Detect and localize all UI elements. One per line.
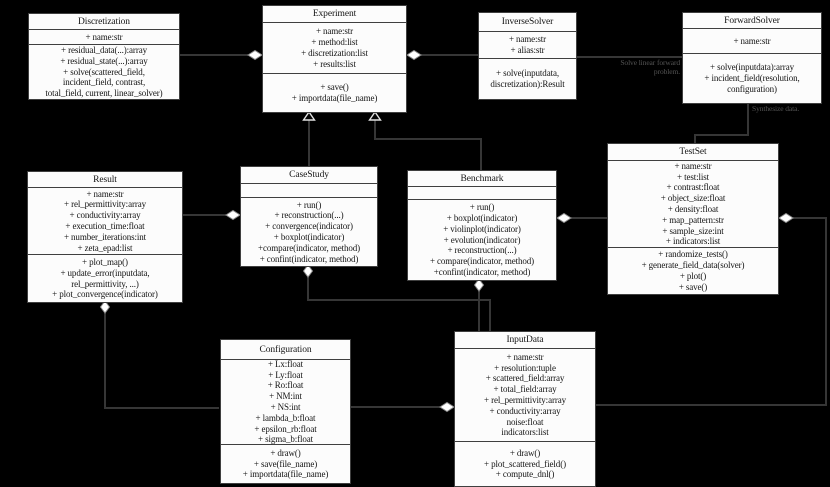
member-line: + compute_dnl() (495, 469, 555, 480)
class-box-configuration (220, 339, 351, 484)
member-line: + zeta_epad:list (77, 242, 133, 253)
member-line: + name:str (315, 26, 354, 37)
member-line: + alias:str (510, 45, 545, 55)
member-line: + run() (469, 202, 495, 213)
edge-forwardsolver-testset (695, 102, 748, 143)
member-line: + plot_convergence(indicator) (52, 289, 158, 300)
methods-compartment (608, 247, 778, 294)
member-line: + generate_field_data(solver) (641, 260, 745, 271)
aggregation-diamond-icon (407, 51, 421, 60)
member-line: configuration) (727, 83, 777, 94)
member-line: + reconstruction(...) (447, 245, 517, 256)
class-title: Result (93, 174, 117, 185)
edge-result-configuration (101, 301, 220, 408)
member-line: + draw() (509, 447, 541, 458)
class-box-testset (607, 143, 779, 295)
member-line: + evolution(indicator) (443, 234, 521, 245)
member-line: + compare(indicator, method) (429, 256, 535, 267)
aggregation-diamond-icon (779, 214, 793, 223)
class-title: Benchmark (460, 173, 504, 184)
member-line: + resolution:tuple (494, 362, 556, 373)
class-box-inputdata (454, 331, 596, 487)
attributes-compartment (29, 29, 179, 44)
member-line: + solve(inputdata, (496, 68, 559, 79)
member-line: + name:str (506, 351, 544, 362)
edge-experiment-inversesolver (407, 51, 478, 60)
member-line: + confint(indicator, method) (259, 253, 359, 264)
methods-compartment (455, 441, 595, 486)
class-title: Experiment (312, 9, 357, 19)
inheritance-triangle-icon (370, 112, 381, 120)
member-line: + method:list (311, 37, 358, 48)
class-box-inversesolver (478, 12, 577, 100)
member-line: + plot() (679, 271, 707, 281)
member-line: + map_pattern:str (662, 214, 724, 225)
edge-benchmark-inputdata (475, 279, 484, 331)
edge-benchmark-testset (557, 214, 607, 223)
attributes-compartment (241, 183, 377, 197)
attributes-compartment (28, 187, 182, 254)
member-line: + reconstruction(...) (274, 210, 344, 221)
member-line: + sample_size:int (662, 225, 724, 236)
member-line: + convergence(indicator) (265, 221, 353, 232)
member-line: + scattered_field:array (485, 373, 565, 384)
member-line: + solve(scattered_field, (63, 66, 145, 77)
member-line: + importdata(file_name) (242, 469, 329, 480)
member-line: + boxplot(indicator) (446, 213, 518, 223)
member-line: + rel_permittivity:array (64, 199, 146, 210)
class-title: CaseStudy (289, 170, 329, 180)
member-line: + solve(inputdata):array (710, 62, 794, 73)
class-title: TestSet (679, 147, 707, 157)
member-line: indicators:list (501, 427, 549, 438)
member-line: + Ro:float (267, 380, 304, 391)
member-line: + Lx:float (267, 359, 304, 369)
methods-compartment (221, 444, 350, 483)
edge-discretization-experiment (180, 51, 262, 60)
methods-compartment (28, 254, 182, 302)
class-box-discretization (28, 13, 180, 100)
aggregation-diamond-icon (440, 403, 454, 412)
member-line: + NS:int (270, 402, 301, 412)
member-line: + name:str (674, 160, 712, 171)
member-line: + conductivity:array (69, 210, 141, 221)
member-line: + Ly:float (268, 369, 303, 380)
edge-label-solve-forward-problem: Solve linear forward problem. (620, 58, 680, 76)
methods-compartment (479, 58, 576, 99)
aggregation-diamond-icon (226, 211, 240, 220)
class-box-casestudy (240, 166, 378, 267)
member-line: + results:list (313, 58, 356, 69)
member-line: + residual_state(...):array (60, 55, 148, 66)
member-line: + object_size:float (660, 193, 726, 204)
member-line: total_field, current, linear_solver) (45, 88, 163, 99)
methods-compartment (408, 199, 556, 280)
member-line: + incident_field(resolution, (704, 73, 800, 84)
member-line: + indicators:list (665, 236, 721, 247)
class-title: Discretization (78, 16, 130, 27)
class-box-forwardsolver (682, 12, 822, 104)
member-line: + total_field:array (493, 384, 557, 395)
edge-casestudy-experiment-inheritance (304, 112, 315, 166)
attributes-compartment (608, 160, 778, 247)
member-line: + plot_map() (82, 256, 128, 267)
member-line: + lambda_b:float (255, 412, 316, 423)
member-line: + sigma_b:float (257, 434, 314, 444)
edge-label-synthesize-data: Synthesize data. (752, 104, 800, 113)
attributes-compartment (263, 22, 406, 73)
class-title: Configuration (259, 344, 312, 355)
member-line: + name:str (508, 34, 547, 45)
member-line: incident_field, contrast, (62, 77, 146, 88)
member-line: +confint(indicator, method) (433, 266, 531, 277)
member-line: + name:str (86, 188, 124, 199)
methods-compartment (241, 197, 377, 266)
class-title: InverseSolver (501, 17, 554, 27)
member-line: + save() (320, 82, 349, 93)
member-line: + residual_data(...):array (61, 45, 147, 55)
class-box-result (27, 171, 183, 303)
methods-compartment (263, 73, 406, 112)
member-line: + contrast:float (666, 182, 720, 193)
aggregation-diamond-icon (248, 51, 262, 60)
member-line: + update_error(inputdata, (60, 267, 150, 278)
inheritance-triangle-icon (304, 112, 315, 120)
member-line: + epsilon_rb:float (254, 423, 317, 434)
class-box-experiment (262, 5, 407, 113)
member-line: + NM:int (269, 391, 302, 402)
member-line: + density:float (667, 204, 719, 214)
member-line: + save() (678, 281, 708, 292)
member-line: + importdata(file_name) (291, 93, 378, 103)
member-line: discretization):Result (490, 79, 565, 89)
edge-benchmark-experiment-inheritance (370, 112, 482, 170)
member-line: +compare(indicator, method) (258, 242, 360, 253)
methods-compartment (683, 53, 821, 103)
member-line: + conductivity:array (489, 405, 561, 416)
member-line: rel_permittivity, ...) (71, 278, 139, 289)
attributes-compartment (683, 28, 821, 53)
member-line: + rel_permittivity:array (484, 395, 566, 405)
class-title: InputData (506, 335, 544, 345)
class-box-benchmark (407, 170, 557, 281)
member-line: + discretization:list (301, 48, 368, 58)
aggregation-diamond-icon (557, 214, 571, 223)
edge-result-casestudy (183, 211, 240, 220)
attributes-compartment (221, 359, 350, 444)
member-line: + plot_scattered_field() (484, 458, 566, 469)
member-line: + test:list (676, 171, 709, 182)
methods-compartment (29, 44, 179, 99)
member-line: + boxplot(indicator) (273, 232, 345, 242)
member-line: + number_iterations:int (63, 231, 147, 242)
member-line: + name:str (733, 35, 771, 46)
member-line: + save(file_name) (253, 458, 318, 469)
attributes-compartment (408, 186, 556, 199)
member-line: + execution_time:float (65, 221, 145, 231)
member-line: + run() (296, 199, 322, 210)
attributes-compartment (455, 348, 595, 441)
edge-inputdata-configuration (351, 403, 454, 412)
member-line: + name:str (85, 31, 123, 42)
member-line: noise:float (506, 416, 544, 427)
attributes-compartment (479, 31, 576, 58)
class-title: ForwardSolver (724, 15, 780, 26)
member-line: + violinplot(indicator) (443, 223, 521, 234)
member-line: + randomize_tests() (658, 249, 728, 260)
member-line: + draw() (270, 447, 301, 458)
